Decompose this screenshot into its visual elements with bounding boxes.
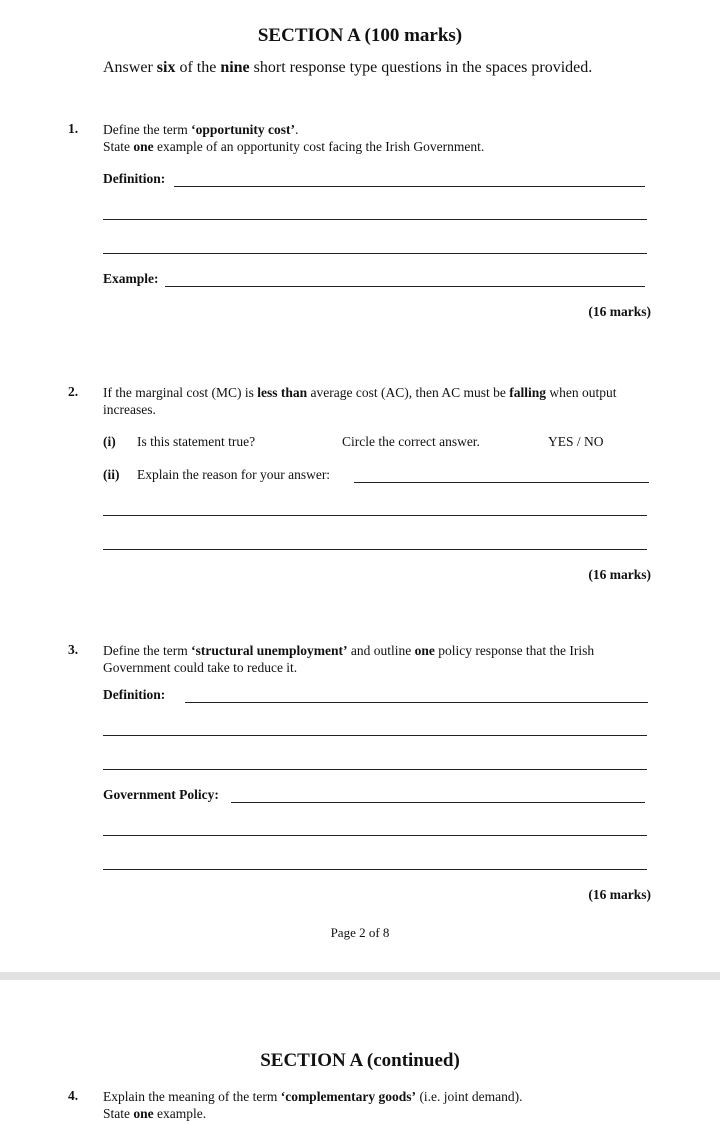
question-text: If the marginal cost (MC) is less than average cost (AC), then AC must be falling when output increases. bbox=[103, 385, 617, 417]
part-number: (ii) bbox=[103, 467, 120, 482]
part-text: Is this statement true? bbox=[137, 434, 256, 449]
answer-line[interactable] bbox=[103, 219, 647, 220]
answer-line[interactable] bbox=[103, 769, 647, 770]
answer-line[interactable] bbox=[354, 482, 649, 483]
section-title: SECTION A (continued) bbox=[260, 1050, 460, 1071]
question-text: Explain the meaning of the term ‘complementary goods’ (i.e. joint demand). State one example. bbox=[103, 1089, 523, 1121]
question-number: 1. bbox=[68, 121, 79, 136]
part-number: (i) bbox=[103, 434, 116, 449]
marks-label: (16 marks) bbox=[588, 304, 651, 319]
answer-line[interactable] bbox=[103, 835, 647, 836]
instructions: Answer six of the nine short response type questions in the spaces provided. bbox=[103, 59, 593, 76]
policy-label: Government Policy: bbox=[103, 787, 219, 802]
definition-label: Definition: bbox=[103, 171, 166, 186]
circle-instruction: Circle the correct answer. bbox=[342, 434, 480, 449]
answer-line[interactable] bbox=[103, 253, 647, 254]
answer-line[interactable] bbox=[103, 549, 647, 550]
page-number: Page 2 of 8 bbox=[330, 925, 390, 940]
question-number: 3. bbox=[68, 642, 79, 657]
part-text: Explain the reason for your answer: bbox=[137, 467, 331, 482]
question-number: 2. bbox=[68, 384, 79, 399]
answer-line[interactable] bbox=[103, 869, 647, 870]
answer-line[interactable] bbox=[103, 735, 647, 736]
marks-label: (16 marks) bbox=[588, 887, 651, 902]
page-separator bbox=[0, 972, 720, 980]
answer-line[interactable] bbox=[231, 802, 645, 803]
answer-line[interactable] bbox=[174, 186, 645, 187]
example-label: Example: bbox=[103, 271, 159, 286]
question-text: Define the term ‘opportunity cost’. State one example of an opportunity cost facing the Irish Government. bbox=[103, 122, 485, 154]
answer-line[interactable] bbox=[165, 286, 645, 287]
question-text: Define the term ‘structural unemployment’ and outline one policy response that the Irish Government could take to reduce it. bbox=[103, 643, 595, 675]
answer-line[interactable] bbox=[185, 702, 648, 703]
question-number: 4. bbox=[68, 1088, 79, 1103]
yes-no-options[interactable]: YES / NO bbox=[548, 434, 604, 449]
definition-label: Definition: bbox=[103, 687, 166, 702]
section-title: SECTION A (100 marks) bbox=[257, 25, 463, 46]
marks-label: (16 marks) bbox=[588, 567, 651, 582]
answer-line[interactable] bbox=[103, 515, 647, 516]
